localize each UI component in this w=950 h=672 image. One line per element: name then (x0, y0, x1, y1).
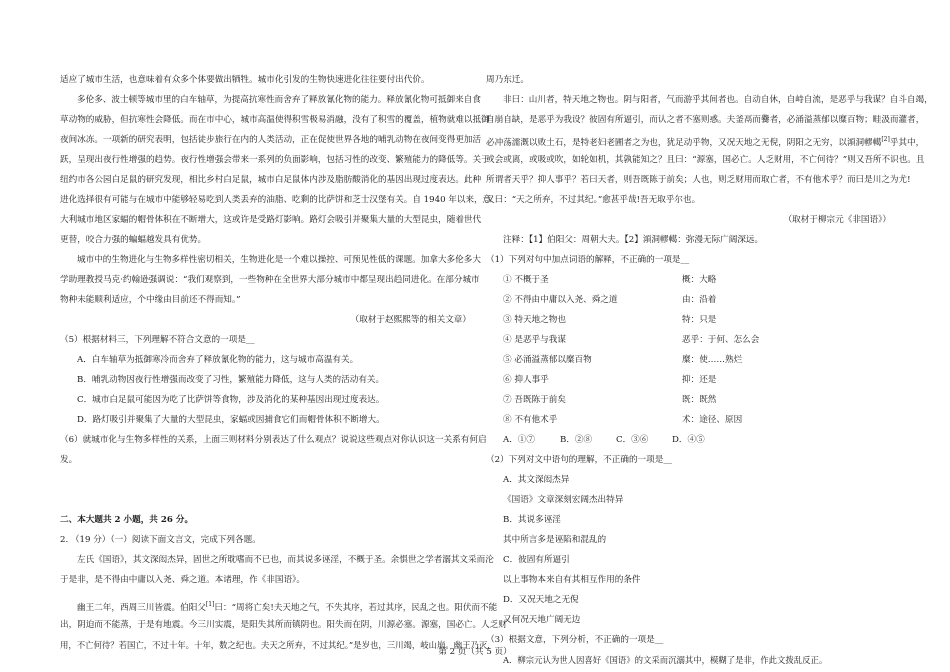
choice-c: C．③⑥ (616, 435, 649, 445)
page-number: 第 2 页（共 5 页） (438, 647, 512, 657)
option-c: C．城市白足鼠可能因为吃了比萨饼等食物，涉及消化的某种基因出现过度表达。 (77, 395, 385, 405)
choice-b: B．②⑧ (560, 435, 593, 445)
question-1: （1）下列对句中加点词语的解释，不正确的一项是__ (486, 255, 690, 265)
list-item: ⑧ 不有他术乎 (503, 415, 558, 425)
list-item: ③ 特天地之物也 (503, 315, 566, 325)
list-item-meaning: 特：只是 (682, 315, 717, 325)
classical-text-line: 又曰：“天之所弃，不过其纪。”愈甚乎哉!吾无取乎尔也。 (486, 195, 701, 205)
list-item-meaning: 既：既然 (682, 395, 717, 405)
option-line: 其中所言多是诬陷和混乱的 (503, 535, 607, 545)
footnote-marker: [1] (205, 601, 215, 608)
question-2: （2）下列对文中语句的理解，不正确的一项是__ (486, 455, 672, 465)
option-line: 《国语》文章深刻宏阔杰出特异 (503, 495, 624, 505)
paragraph-line: 适应了城市生活，也意味着有众多个体要做出牺牲。城市化引发的生物快速进化往往要付出代价。 (60, 75, 430, 85)
question-2-intro: 2. （19 分）（一）阅读下面文言文，完成下列各题。 (60, 535, 261, 545)
question-3: （3）根据文意，下列分析，不正确的一项是__ (486, 635, 664, 645)
section-heading: 二、本大题共 2 小题，共 26 分。 (60, 515, 194, 525)
classical-text-line: 所谓者天乎？抑人事乎？若曰天者，则吾既陈于前矣；人也，则乏财用而取亡者，不有他术乎？而曰是川之为尤! (486, 175, 911, 185)
list-item-meaning: 糜：使……熟烂 (682, 355, 743, 365)
question-6-cont: 发。 (60, 455, 78, 465)
option-line: D．又况天地之无倪 (503, 595, 579, 605)
paragraph-line: 城市中的生物进化与生物多样性密切相关，生物进化是一个难以操控、可预见性低的课题。加拿大多伦多大 (77, 255, 481, 265)
classical-text-line: 周乃东迁。 (486, 75, 529, 85)
list-item-meaning: 术：途径、原因 (682, 415, 743, 425)
paragraph-line: 学助理教授马克·约翰逊强调说：“我们观察到，一些物种在全世界大部分城市中都呈现出趋同进化。在部分城市 (60, 275, 480, 285)
classical-text-line: 幽王二年，西周三川皆震。伯阳父[1]曰：“周将亡矣!夫天地之气，不失其序，若过其序，民乱之也。阳伏而不能 (77, 601, 498, 613)
paragraph-line: 进化选择很有可能与在城市中能够轻易吃到人类丢弃的油脂、吃剩的比萨饼和芝士汉堡有关。自 1940 年以来，意 (60, 195, 492, 205)
classical-text-line: 左氏《国语》，其文深闳杰异，固世之所耽嗜而不已也，而其说多诬淫，不概于圣。余惧世之学者溺其文采而沦 (77, 555, 494, 565)
paragraph-line: 草动物的威胁，但抗寒性会降低。而在市中心，城市高温使得积雪极易消融，没有了积雪的覆盖，植物就难以抵御 (60, 115, 490, 125)
list-item: ⑥ 抑人事乎 (503, 375, 549, 385)
choice-d: D．④⑤ (672, 435, 705, 445)
list-item: ② 不得由中庸以入尧、舜之道 (503, 295, 618, 305)
paragraph-line: 跃，呈现出夜行性增强的趋势。夜行性增强会带来一系列的负面影响，包括习性的改变、繁殖能力的降低等。关于 (60, 155, 490, 165)
paragraph-line: 大利城市地区家蝠的帽骨体积在不断增大，这或许是受路灯影响。路灯会吸引并聚集大量的大型昆虫，随着世代 (60, 215, 482, 225)
list-item-meaning: 抑：还是 (682, 375, 717, 385)
classical-text-line: 出，阴迫而不能蒸，于是有地震。今三川实震，是阳失其所而镇阴也。阳失而在阴，川源必塞。源塞，国必亡。人乏财 (60, 620, 507, 630)
list-item: ⑤ 必涌溢蒸郁以糜百物 (503, 355, 592, 365)
question-5: （5）根据材料三，下列理解不符合文意的一项是__ (60, 335, 255, 345)
option-d: D．路灯吸引并聚集了大量的大型昆虫，家蝠或因捕食它们而帽骨体积不断增大。 (77, 415, 385, 425)
footnote-marker: [2] (881, 136, 890, 143)
paragraph-line: 物种未能顺利适应，个中缘由目前还不得而知。” (60, 295, 241, 305)
paragraph-line: 纽约市各公园白足鼠的研究发现，相比乡村白足鼠，城市白足鼠体内涉及脂肪酸消化的基因出现过度表达。此种 (60, 175, 482, 185)
question-6: （6）就城市化与生物多样性的关系，上面三则材料分别表达了什么观点？说说这些观点对你认识这一关系有何启 (60, 435, 487, 445)
classical-text-line: 或会或离，或吸或吹，如轮如机，其孰能知之？且曰：“源塞，国必亡。人乏财用，不亡何待？”则又吾所不识也。且 (486, 155, 925, 165)
source-citation: （取材于赵熙熙等的相关文章） (350, 315, 471, 325)
option-line: 又何况天地广阔无边 (503, 615, 581, 625)
annotation-notes: 注释：【1】伯阳父：周朝大夫。【2】澒洞轇轕：弥漫无际广阔深远。 (503, 235, 764, 245)
paragraph-line: 更替，咬合力强的蝙蝠越发具有优势。 (60, 235, 207, 245)
option-line: C．彼固有所逼引 (503, 555, 570, 565)
list-item-meaning: 由：沿着 (682, 295, 717, 305)
classical-text-line: 于是非，是不得由中庸以入尧、舜之道。本诸理，作《非国语》。 (60, 575, 305, 585)
paragraph-line: 夜间冰冻。一项新的研究表明，包括徒步旅行在内的人类活动，正在促使世界各地的哺乳动物在夜间变得更加活 (60, 135, 482, 145)
source-citation: （取材于柳宗元《非国语》） (783, 215, 891, 225)
list-item-meaning: 恶乎：于何、怎么会 (682, 335, 760, 345)
list-item: ⑦ 吾既陈于前矣 (503, 395, 566, 405)
option-line: 以上事物本来自有其相互作用的条件 (503, 575, 641, 585)
list-item: ④ 是恶乎与我谋 (503, 335, 566, 345)
choice-a: A．①⑦ (503, 435, 535, 445)
option-line: B．其说多诬淫 (503, 515, 561, 525)
classical-text-line: 必冲荡濡溉以败土石，是特老妇老圃者之为也，犹足动乎物，又况天地之无倪，阴阳之无穷，以澒洞轇轕[2]乎其中， (486, 136, 925, 148)
option-b: B．哺乳动物因夜行性增强而改变了习性，繁殖能力降低，这与人类的活动有关。 (77, 375, 385, 385)
classical-text-line: 非曰：山川者，特天地之物也。阴与阳者，气而游乎其间者也。自动自休，自峙自流，是恶乎与我谋？自斗自竭， (503, 95, 933, 105)
option-a: A．柳宗元认为世人因喜好《国语》的文采而沉溺其中，模糊了是非，作此文拨乱反正。 (503, 655, 828, 665)
classical-text-line: 自崩自缺，是恶乎为我设？彼固有所逼引，而认之者不塞则惑。夫釜鬲而爨者，必涌溢蒸郁以糜百物；畦汲而灌者， (486, 115, 925, 125)
paragraph-line: 多伦多、波士顿等城市里的白车轴草，为提高抗寒性而舍弃了释放氰化物的能力。释放氰化物可抵御来自食 (77, 95, 481, 105)
option-line: A．其文深闳杰异 (503, 475, 570, 485)
list-item: ① 不概于圣 (503, 275, 549, 285)
list-item-meaning: 概：大略 (682, 275, 717, 285)
option-a: A．白车轴草为抵御寒冷而舍弃了释放氰化物的能力，这与城市高温有关。 (77, 355, 359, 365)
classical-text-line: 用，不亡何待？若国亡，不过十年。十年，数之纪也。夫天之所弃，不过其纪。”是岁也，三川竭，岐山崩。幽王乃灭， (60, 640, 496, 650)
